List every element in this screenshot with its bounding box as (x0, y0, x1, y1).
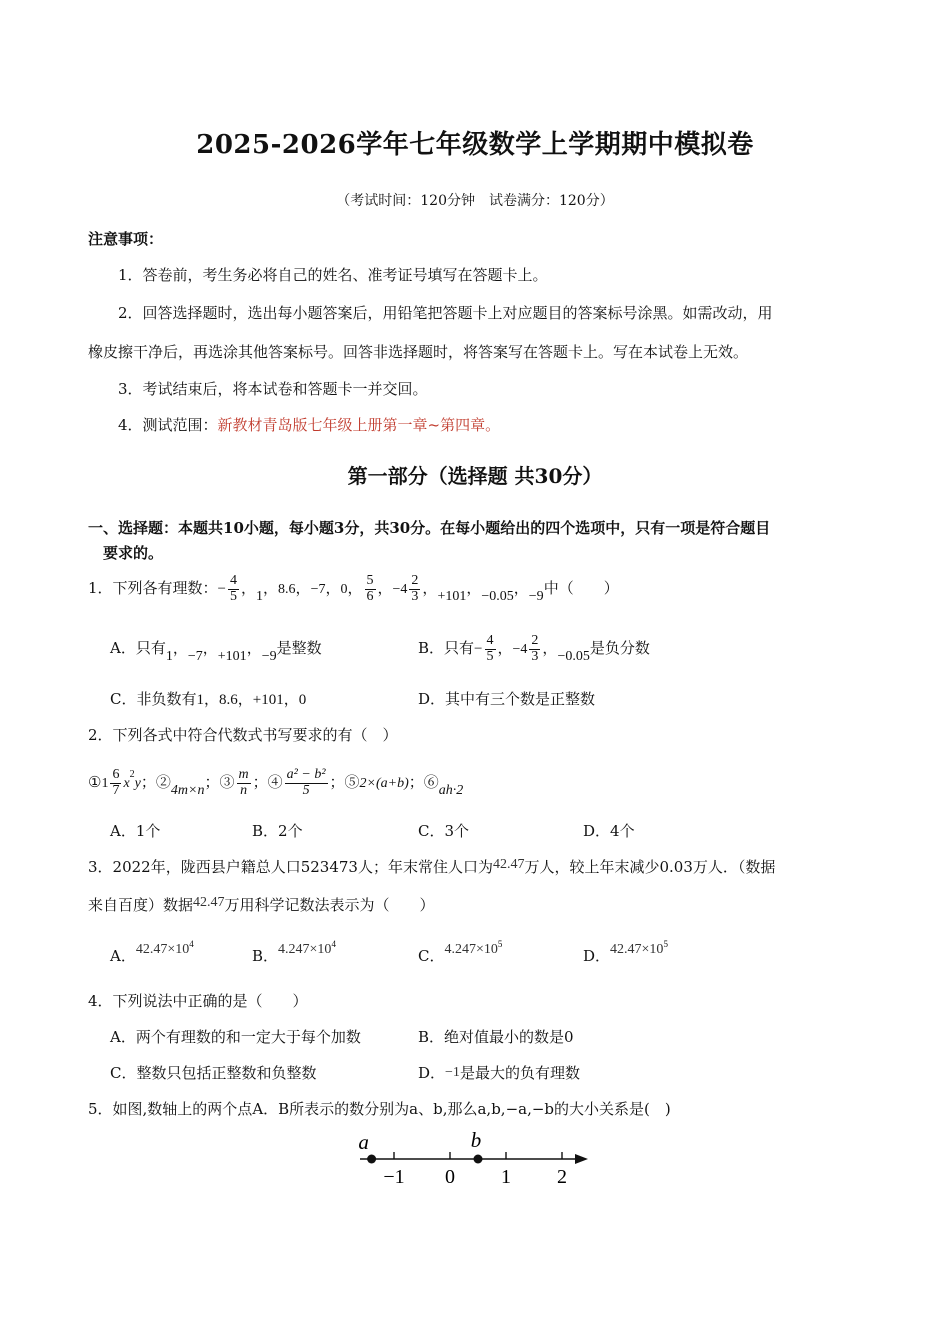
q3-option-d[interactable] (583, 928, 668, 970)
q1-frac-2 (365, 574, 376, 604)
sci-exp: 5 (663, 939, 668, 949)
q4-option-b[interactable]: B．绝对值最小的数是0 (418, 1028, 574, 1046)
var-x: x (123, 776, 130, 791)
opt-suffix: 是整数 (276, 639, 322, 657)
circled-6: ⑥ (423, 773, 439, 791)
opt-suffix: 是负分数 (589, 639, 650, 657)
sep: ， (466, 579, 482, 597)
frac-den: 7 (112, 782, 120, 798)
q4-option-c[interactable]: C．整数只包括正整数和负整数 (110, 1064, 317, 1082)
sep: ； (140, 773, 156, 791)
sep: ； (408, 773, 424, 791)
section-intro-line2: 要求的。 (103, 544, 164, 562)
expr-2: 4m×n (170, 783, 205, 798)
circled-5: ⑤ (344, 773, 360, 791)
q1-num-m005: −0.05 (481, 589, 514, 604)
section-intro-line1: 一、选择题：本题共10小题，每小题3分，共30分。在每小题给出的四个选项中，只有一项是符合题目 (88, 519, 771, 537)
val: +101 (252, 692, 284, 708)
tick-label: 1 (501, 1166, 511, 1188)
sep: ， (202, 639, 218, 657)
circled-3: ③ (219, 773, 235, 791)
frac (529, 634, 540, 664)
frac-num: 4 (486, 632, 494, 648)
q1-num-86: 8.6 (278, 582, 296, 597)
q1-suffix: 中（ ） (543, 579, 619, 597)
question-2-stem: 2．下列各式中符合代数式书写要求的有（ ） (88, 726, 398, 744)
sep: ， (283, 690, 299, 708)
sep: ， (497, 639, 513, 657)
exam-subtitle: （考试时间：120分钟 试卷满分：120分） (336, 193, 614, 209)
opt-label: C． (418, 947, 445, 965)
tick-label: 0 (445, 1166, 455, 1188)
val: 8.6 (219, 692, 238, 708)
frac-num: m (238, 766, 249, 782)
val: −7 (187, 649, 203, 664)
expr-5: 2×(a+b) (359, 776, 409, 791)
test-scope: 新教材青岛版七年级上册第一章~第四章。 (217, 416, 501, 434)
q1-mixed-whole: −4 (392, 582, 408, 597)
frac-num: 2 (411, 572, 419, 588)
val: 0 (298, 692, 307, 708)
frac (285, 768, 328, 798)
q2-option-c[interactable]: C．3个 (418, 822, 470, 840)
text: 万人，较上年末减少0.03万人．（数据 (524, 858, 776, 876)
frac-den: 3 (411, 588, 419, 604)
q1-num-0: 0 (340, 582, 348, 597)
sep: ， (325, 579, 341, 597)
q3-value: 42.47 (492, 857, 525, 872)
opt-label: A． (110, 947, 136, 965)
opt-label: A．只有 (110, 639, 166, 657)
sci-exp: 4 (189, 939, 194, 949)
text: 3．2022年，陇西县户籍总人口523473人；年末常住人口为 (88, 858, 493, 876)
val: 1 (196, 692, 204, 708)
q2-option-a[interactable]: A．1个 (110, 822, 161, 840)
notice-item-2-line1: 2．回答选择题时，选出每小题答案后，用铅笔把答题卡上对应题目的答案标号涂黑。如需改动，用 (118, 304, 773, 322)
sci-base: 42.47×10 (135, 942, 190, 957)
var-y: y (134, 776, 141, 791)
notice-item-2-line2: 橡皮擦干净后，再选涂其他答案标号。回答非选择题时，将答案写在答题卡上。写在本试卷上无效。 (88, 343, 749, 361)
q1-num-m9: −9 (528, 589, 544, 604)
q1-prefix: 1．下列各有理数： (88, 579, 218, 597)
sep: ， (263, 579, 279, 597)
val: −9 (261, 649, 277, 664)
val: −0.05 (557, 649, 590, 664)
q3-option-a[interactable] (110, 928, 194, 970)
notice-item-1: 1．答卷前，考生务必将自己的姓名、准考证号填写在答题卡上。 (118, 266, 548, 284)
sep: ， (203, 690, 219, 708)
q3-value: 42.47 (193, 895, 225, 910)
question-5-stem: 5．如图,数轴上的两个点A．B所表示的数分别为a、b,那么a,b,−a,−b的大小关系是( ) (88, 1100, 671, 1118)
opt-label: D． (418, 1064, 446, 1082)
sci-exp: 5 (497, 939, 503, 949)
q1-mixed-frac (409, 574, 420, 604)
circled-4: ④ (267, 773, 283, 791)
notice-item-4-prefix: 4．测试范围： (118, 416, 218, 434)
frac-den: 5 (486, 648, 494, 664)
opt-label: D． (583, 947, 611, 965)
point-b-label: b (470, 1128, 482, 1152)
sep: ； (329, 773, 345, 791)
q1-option-b[interactable] (418, 624, 650, 674)
math-value: −1 (445, 1065, 460, 1080)
val: 1 (165, 649, 173, 664)
text: 来自百度）数据 (88, 896, 194, 914)
q3-option-c[interactable] (418, 928, 502, 970)
val: 1 (101, 776, 109, 791)
q2-option-d[interactable]: D．4个 (583, 822, 635, 840)
frac-den: n (240, 782, 248, 798)
frac (110, 768, 121, 798)
frac-num: 4 (230, 572, 238, 588)
val: −4 (512, 642, 528, 657)
notice-heading: 注意事项： (88, 230, 164, 248)
sci-base: 4.247×10 (278, 942, 332, 957)
question-4-stem: 4．下列说法中正确的是（ ） (88, 992, 308, 1010)
q1-option-a[interactable] (110, 624, 322, 674)
sep: ， (237, 690, 253, 708)
frac-den: 3 (531, 648, 539, 664)
tick-label: 2 (557, 1166, 567, 1188)
frac-num: a² − b² (286, 766, 326, 782)
expr-6: ah·2 (438, 783, 464, 798)
opt-label: C．非负数有 (110, 690, 197, 708)
section-heading: 第一部分（选择题 共30分） (347, 464, 603, 488)
sep: ， (377, 579, 393, 597)
frac-den: 6 (366, 588, 374, 604)
q2-option-b[interactable]: B．2个 (252, 822, 303, 840)
circled-1: ① (88, 773, 102, 791)
sep: ， (422, 579, 438, 597)
q4-option-a[interactable]: A．两个有理数的和一定大于每个加数 (110, 1028, 361, 1046)
q2-expressions (88, 756, 463, 811)
sep: ， (513, 579, 529, 597)
notice-item-3: 3．考试结束后，将本试卷和答题卡一并交回。 (118, 380, 428, 398)
frac-num: 2 (531, 632, 539, 648)
q1-option-c[interactable] (110, 688, 306, 709)
tick-label: −1 (383, 1166, 405, 1188)
val: +101 (217, 649, 247, 664)
sci-base: 4.247×10 (444, 942, 498, 957)
frac (237, 768, 251, 798)
exponent: 2 (129, 769, 135, 780)
point-b-dot (474, 1155, 483, 1164)
question-3-line1 (88, 856, 775, 877)
frac (485, 634, 496, 664)
q3-option-b[interactable] (252, 928, 336, 970)
sep: ； (204, 773, 220, 791)
sep: ， (241, 579, 257, 597)
q1-option-d[interactable]: D．其中有三个数是正整数 (418, 690, 596, 708)
circled-2: ② (155, 773, 171, 791)
sep: ， (172, 639, 188, 657)
opt-label: B． (252, 947, 279, 965)
frac-num: 5 (366, 572, 374, 588)
point-a-dot (367, 1155, 376, 1164)
exam-title: 2025-2026学年七年级数学上学期期中模拟卷 (196, 130, 754, 160)
sep: ， (347, 579, 363, 597)
notice-item-4 (118, 414, 500, 435)
q1-frac-1 (228, 574, 239, 604)
sep: ， (542, 639, 558, 657)
question-3-line2 (88, 894, 435, 915)
opt-suffix: 是最大的负有理数 (459, 1064, 580, 1082)
sign: − (474, 641, 483, 657)
q1-num-1: 1 (256, 589, 264, 604)
text: 万用科学记数法表示为（ ） (224, 896, 435, 914)
q1-num-m7: −7 (310, 582, 326, 597)
q1-num-p101: +101 (437, 589, 467, 604)
question-1-stem (88, 564, 619, 614)
sep: ； (252, 773, 268, 791)
sci-base: 42.47×10 (610, 942, 664, 957)
sci-exp: 4 (331, 939, 336, 949)
number-line-figure (350, 1126, 600, 1188)
axis-arrow-icon (575, 1154, 588, 1164)
frac-den: 5 (230, 588, 238, 604)
opt-label: B．只有 (418, 639, 475, 657)
point-a-label: a (358, 1130, 369, 1154)
sep: ， (246, 639, 262, 657)
q4-option-d[interactable] (418, 1062, 580, 1083)
q1-sign: − (217, 581, 227, 597)
frac-den: 5 (302, 782, 310, 798)
frac-num: 6 (112, 766, 120, 782)
sep: ， (295, 579, 311, 597)
